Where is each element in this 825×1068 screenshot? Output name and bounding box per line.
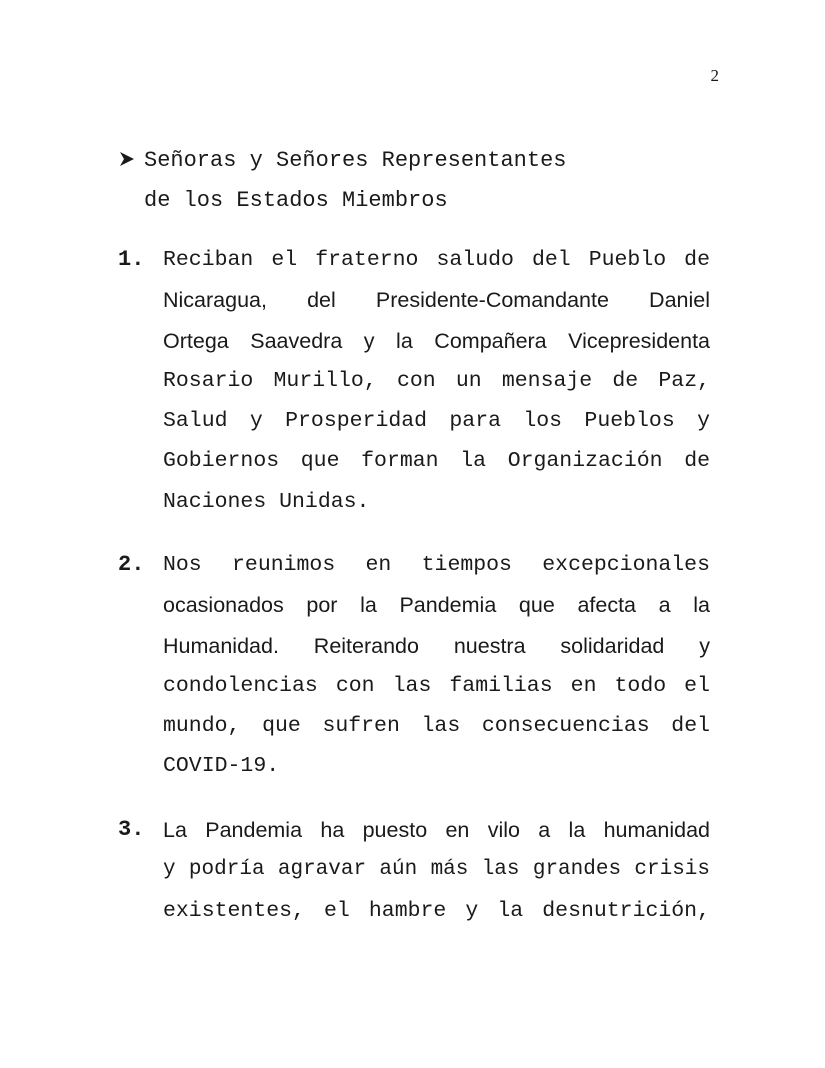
paragraph-line: mundo, que sufren las consecuencias del: [163, 714, 710, 739]
paragraph-line: Nicaragua, del Presidente-Comandante Daniel: [163, 288, 710, 313]
addressee-line-2: de los Estados Miembros: [144, 188, 448, 213]
paragraph-body: [163, 810, 710, 931]
arrow-bullet-icon: [118, 141, 144, 181]
paragraph-line: Reciban el fraterno saludo del Pueblo de: [163, 248, 710, 272]
paragraph-line: Humanidad. Reiterando nuestra solidaridad y: [163, 633, 710, 658]
paragraph-line: La Pandemia ha puesto en vilo a la humanidad: [163, 818, 710, 842]
paragraph-line: condolencias con las familias en todo el: [163, 673, 710, 698]
paragraph-line: existentes, el hambre y la desnutrición,: [163, 898, 710, 923]
paragraph-line: Gobiernos que forman la Organización de: [163, 449, 710, 474]
paragraph-number: 1.: [118, 247, 145, 272]
paragraph-number: 2.: [118, 552, 145, 577]
paragraph-line: Ortega Saavedra y la Compañera Vicepresidenta: [163, 328, 710, 353]
paragraph-line: Rosario Murillo, con un mensaje de Paz,: [163, 368, 710, 393]
page-number: 2: [710, 66, 719, 85]
paragraph-line: Naciones Unidas.: [163, 489, 370, 514]
paragraph-body: [163, 240, 710, 522]
addressee-heading: [118, 141, 566, 221]
paragraph-line: Salud y Prosperidad para los Pueblos y: [163, 409, 710, 434]
paragraph-line: y podría agravar aún más las grandes crisis: [163, 858, 710, 882]
paragraph-number: 3.: [118, 817, 145, 842]
paragraph-body: [163, 545, 710, 787]
paragraph-line: ocasionados por la Pandemia que afecta a la: [163, 593, 710, 618]
paragraph-line: Nos reunimos en tiempos excepcionales: [163, 553, 710, 577]
paragraph-line: COVID-19.: [163, 754, 280, 779]
addressee-line-1: Señoras y Señores Representantes: [144, 148, 567, 173]
